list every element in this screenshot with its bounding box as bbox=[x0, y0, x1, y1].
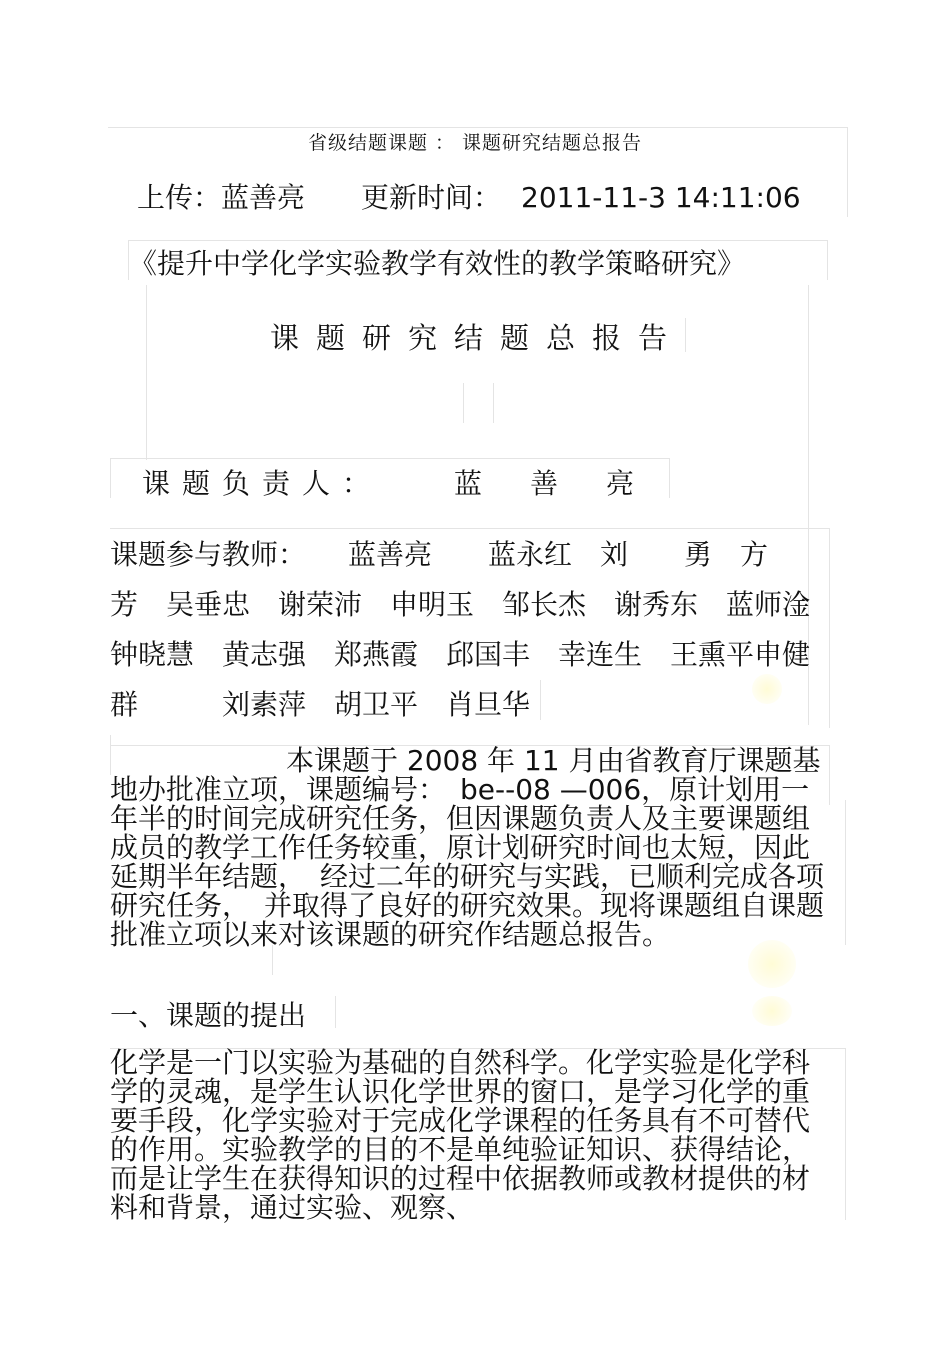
team-line: 芳 吴垂忠 谢荣沛 申明玉 邹长杰 谢秀东 蓝师淦 bbox=[110, 588, 811, 621]
project-leader bbox=[142, 462, 682, 502]
scan-border bbox=[110, 458, 670, 459]
scan-stain bbox=[752, 996, 792, 1026]
scan-border bbox=[493, 383, 494, 423]
scan-border bbox=[685, 318, 686, 352]
section-paragraph: 化学是一门以实验为基础的自然科学。化学实验是化学科学的灵魂，是学生认识化学世界的窗口，是学习化学的重要手段，化学实验对于完成化学课程的任务具有不可替代的作用。实验教学的目的不是单纯验证知识、获得结论，而是让学生在获得知识的过程中依据教师或教材提供的材料和背景，通过实验、观察、 bbox=[110, 1046, 811, 1224]
uploader-name: 蓝善亮 bbox=[221, 181, 306, 214]
team-line: 钟晓慧 黄志强 郑燕霞 邱国丰 幸连生 王熏平申健 bbox=[110, 638, 811, 671]
section-heading: 一、课题的提出 bbox=[110, 999, 307, 1032]
page-header: 省级结题课题 ： 课题研究结题总报告 bbox=[307, 132, 643, 154]
scan-border bbox=[146, 285, 147, 460]
updated-value: 2011-11-3 14:11:06 bbox=[521, 181, 801, 214]
project-title: 《提升中学化学实验教学有效性的教学策略研究》 bbox=[129, 247, 746, 280]
team-members bbox=[110, 530, 830, 730]
report-heading: 课题研究结题总报告 bbox=[270, 321, 685, 355]
scan-border bbox=[335, 996, 336, 1028]
upload-meta bbox=[137, 176, 801, 216]
intro-text: 本课题于 2008 年 11 月由省教育厅课题基地办批准立项，课题编号： be--08 —006，原计划用一年半的时间完成研究任务，但因课题负责人及主要课题组成员的教学工作任务较重，原计划研究时间也太短，因此延期半年结题， 经过二年的研究与实践，已顺利完成各项研究任务， 并取得了良好的研究效果。现将课题组自课题批准立项以来对该课题的研究作结题总报告。 bbox=[110, 744, 825, 951]
leader-label: 课题负责人： bbox=[142, 467, 383, 500]
intro-paragraph bbox=[110, 746, 830, 949]
team-line: 课题参与教师： 蓝善亮 蓝永红 刘 勇 方 bbox=[110, 538, 769, 571]
scan-border bbox=[845, 800, 846, 945]
scan-border bbox=[827, 240, 828, 280]
updated-label: 更新时间： bbox=[361, 181, 502, 214]
scan-border bbox=[128, 240, 828, 241]
scan-border bbox=[110, 458, 111, 498]
uploader-label: 上传： bbox=[137, 181, 222, 214]
scan-border bbox=[110, 528, 830, 529]
scan-border bbox=[845, 1048, 846, 1220]
team-line: 群 刘素萍 胡卫平 肖旦华 bbox=[110, 688, 531, 721]
scan-border bbox=[463, 383, 464, 423]
leader-name: 蓝善亮 bbox=[454, 467, 683, 500]
